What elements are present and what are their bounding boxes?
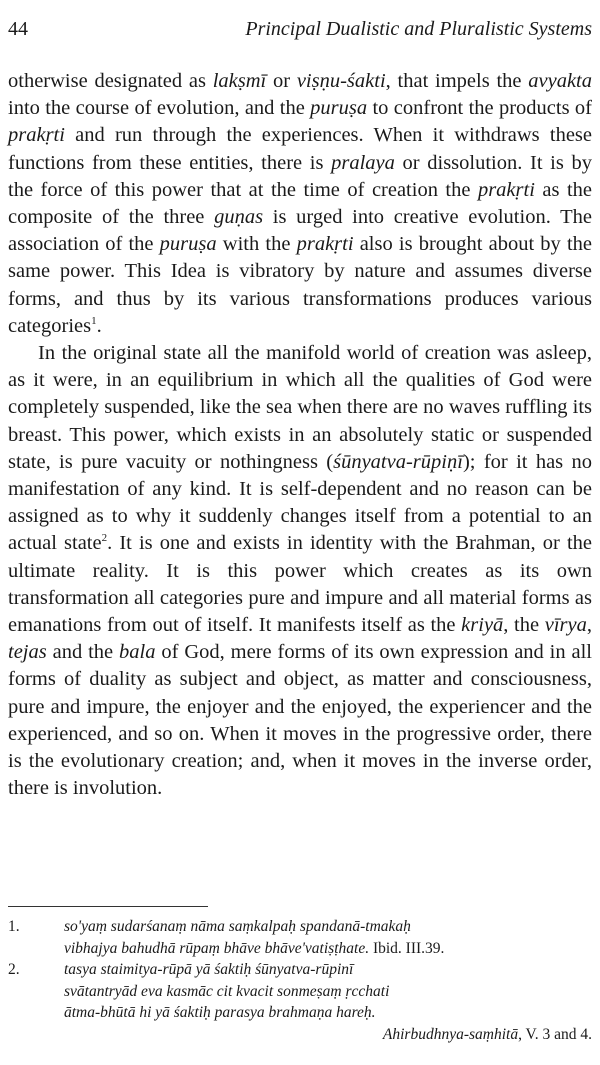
footnote-verse-line: so'yaṃ sudarśanaṃ nāma saṃkalpaḥ spandanā-tmakaḥ	[64, 918, 411, 935]
text-run: is urged into creative evolution. The association of the	[8, 206, 593, 256]
text-run: into the course of evolution, and the	[8, 97, 311, 120]
sanskrit-term: tejas	[8, 641, 47, 664]
body-text	[8, 68, 592, 802]
footnote-verse-line	[64, 938, 592, 960]
footnote-1	[8, 916, 592, 959]
sanskrit-term: pralaya	[331, 151, 395, 174]
sanskrit-term: prakṛti	[477, 178, 535, 201]
text-run: ,	[586, 614, 592, 637]
text-run: also is brought about by the same power. This Idea is vibratory by nature and assumes diverse forms, and thus by its various transformations produces various categories	[8, 233, 593, 337]
footnote-source	[64, 1024, 592, 1046]
footnote-verse-line: tasya staimitya-rūpā yā śaktiḥ śūnyatva-rūpinī	[64, 961, 354, 978]
sanskrit-term: puruṣa	[159, 233, 217, 256]
text-run: In the original state all the manifold world of creation was asleep, as it were, in an equilibrium in which all the qualities of God were completely suspended, like the sea when there are no waves ruffling its breast. This power, which exists in an absolutely static or suspended state, is pure vacuity or nothingness (	[8, 342, 592, 473]
text-run: , the	[503, 614, 545, 637]
footnote-verse-line: svātantryād eva kasmāc cit kvacit sonmeṣaṃ ṛcchati	[64, 982, 390, 1000]
sanskrit-term: prakṛti	[296, 233, 354, 256]
footnote-verse-line: ātma-bhūtā hi yā śaktiḥ parasya brahmaṇa hareḥ.	[64, 1004, 376, 1021]
footnote-reference: Ibid. III.39.	[369, 939, 445, 957]
sanskrit-term: lakṣmī	[212, 70, 267, 92]
page-number: 44	[8, 18, 28, 40]
text-run: as the composite of the three	[8, 178, 592, 229]
text-run: of God, mere forms of its own expression and in all forms of duality as subject and object, as matter and consciousness, pure and impure, the enjoyer and the enjoyed, the experiencer and the experienced, and so on. When it moves in the progressive order, there is the evolutionary creation; and, when it moves in the inverse order, there is involution.	[8, 641, 592, 800]
source-ref: , V. 3 and 4.	[518, 1025, 592, 1043]
footnote-ref-2: 2	[101, 532, 108, 545]
sanskrit-term: prakṛti	[8, 124, 65, 147]
text-run: otherwise designated as	[8, 70, 213, 92]
page-header	[8, 18, 592, 48]
source-title: Ahirbudhnya-saṃhitā	[382, 1025, 519, 1043]
text-run: to confront the products of	[367, 97, 592, 120]
text-run: and the	[46, 641, 120, 664]
text-run: , that impels the	[385, 70, 529, 92]
sanskrit-term: bala	[119, 641, 156, 664]
paragraph-2	[8, 340, 592, 802]
sanskrit-term: puruṣa	[310, 97, 368, 120]
verse-text: vibhajya bahudhā rūpaṃ bhāve bhāve'vatiṣṭhate.	[64, 939, 370, 957]
paragraph-1	[8, 68, 592, 340]
text-run: . It is one and exists in identity with the Brahman, or the ultimate reality. It is this power which creates as its own transformation all categories pure and impure and all material forms as emanations from out of itself. It manifests itself as the	[8, 532, 592, 637]
text-run: .	[96, 314, 102, 337]
text-run: or dissolution. It is by the force of this power that at the time of creation the	[8, 151, 592, 201]
footnote-number: 2.	[8, 961, 20, 978]
running-head: Principal Dualistic and Pluralistic Systems	[245, 18, 592, 40]
text-run: and run through the experiences. When it withdraws these functions from these entities, there is	[8, 124, 592, 174]
sanskrit-term: kriyā	[461, 614, 504, 637]
footnote-ref-1: 1	[91, 315, 97, 327]
sanskrit-term: vīrya	[544, 614, 587, 637]
sanskrit-term: avyakta	[528, 70, 592, 92]
sanskrit-term: śūnyatva-rūpiṇī	[333, 450, 463, 473]
footnote-number: 1.	[8, 918, 20, 935]
text-run: with the	[216, 233, 297, 256]
sanskrit-term: guṇas	[214, 206, 264, 229]
footnotes	[8, 916, 592, 1045]
footnote-divider	[8, 906, 208, 907]
footnote-2	[8, 959, 592, 1045]
text-run: ); for it has no manifestation of any kind. It is self-dependent and no reason can be assigned as to why it suddenly changes itself from a potential to an actual state	[8, 450, 592, 555]
sanskrit-term: viṣṇu-śakti	[296, 70, 386, 92]
text-run: or	[266, 70, 297, 92]
